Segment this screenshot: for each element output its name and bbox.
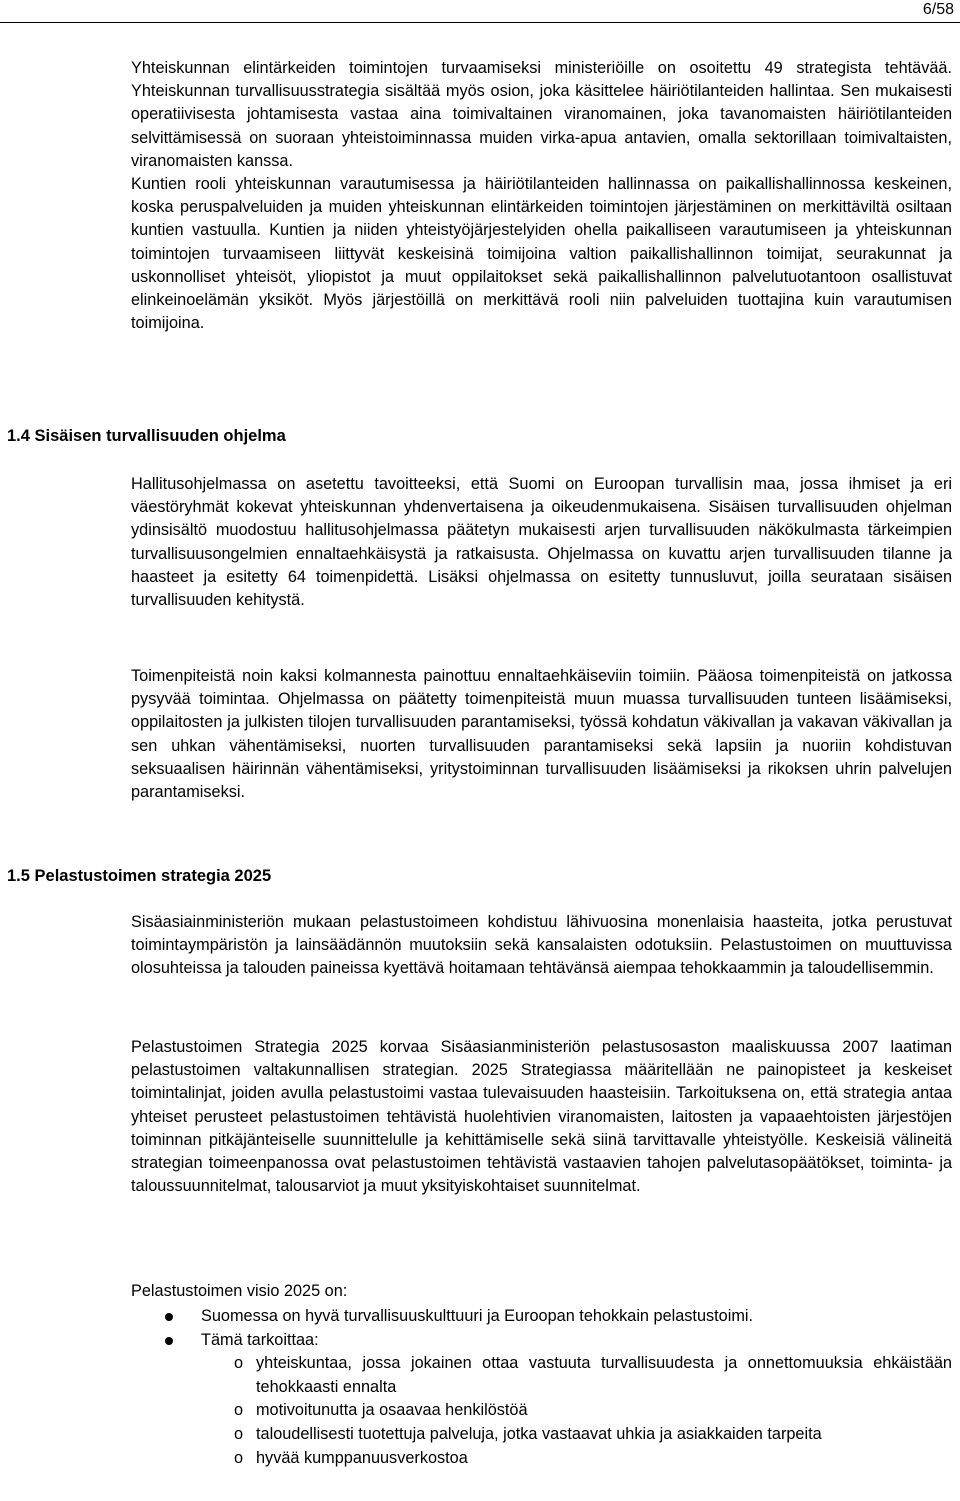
- sub-list-item-text: taloudellisesti tuotettuja palveluja, jotka vastaavat uhkia ja asiakkaiden tarpeita: [256, 1424, 822, 1443]
- vision-intro-text: Pelastustoimen visio 2025 on:: [131, 1282, 348, 1300]
- page-number: 6/58: [922, 1, 954, 18]
- vision-intro: [131, 1280, 952, 1303]
- sub-list-item-text: yhteiskuntaa, jossa jokainen ottaa vastuuta turvallisuudesta ja onnettomuuksia ehkäistään tehokkaasti ennalta: [256, 1354, 952, 1396]
- section-1-5-p2-text: Pelastustoimen Strategia 2025 korvaa Sisäasianministeriön pelastusosaston maaliskuussa 2007 laatiman pelastustoimen valtakunnallisen strategian. 2025 Strategiassa määritellään ne painopisteet ja keskeiset toimintalinjat, joiden avulla pelastustoimi vastaa tulevaisuuden haasteisiin. Tarkoituksena on, että strategia antaa yhteiset perusteet pelastustoimen tehtävistä huolehtivien viranomaisten, laitosten ja vapaaehtoisten järjestöjen toiminnan pitkäjänteiselle suunnittelulle ja kehittämiselle sekä siinä tarvittavalle yhteistyölle. Keskeisiä välineitä strategian toimeenpanossa ovat pelastustoimen tehtävistä vastaavien tahojen palvelutasopäätökset, toiminta- ja taloussuunnitelmat, talousarviot ja muut yksityiskohtaiset suunnitelmat.: [131, 1038, 952, 1196]
- list-item: [131, 1305, 952, 1329]
- intro-paragraph-2: Kuntien rooli yhteiskunnan varautumisessa ja häiriötilanteiden hallinnassa on paikallishallinnossa keskeinen, koska peruspalveluiden ja muiden yhteiskunnan elintärkeiden toimintojen järjestäminen on merkittäviltä osiltaan kuntien vastuulla. Kuntien ja niiden yhteistyöjärjestelyiden ohella paikalliseen varautumiseen ja yhteiskunnan toimintojen turvaamiseen liittyvät keskeisinä toimijoina valtion paikallishallinnon toimijat, seurakunnat ja uskonnolliset yhteisöt, yliopistot ja muut oppilaitokset sekä paikallishallinnon palvelutuotantoon osallistuvat elinkeinoelämän yksiköt. Myös järjestöillä on merkittävä rooli niin palveluiden tuottajina kuin varautumisen toimijoina.: [131, 175, 952, 333]
- sub-list-item: [131, 1423, 952, 1447]
- sub-list-item: [131, 1399, 952, 1423]
- sub-list-item-text: motivoitunutta ja osaavaa henkilöstöä: [256, 1401, 528, 1420]
- section-1-4-p2-text: Toimenpiteistä noin kaksi kolmannesta painottuu ennaltaehkäiseviin toimiin. Pääosa toimenpiteistä on jatkossa pysyvää toimintaa. Ohjelmassa on päätetty toimenpiteistä muun muassa turvallisuuden tunteen lisäämiseksi, oppilaitosten ja julkisten tilojen turvallisuuden parantamiseksi, työssä kohdatun väkivallan ja vakavan väkivallan ja sen uhkan vähentämiseksi, nuorten turvallisuuden parantamiseksi sekä lapsiin ja nuoriin kohdistuvan seksuaalisen häirinnän vähentämiseksi, yritystoiminnan turvallisuuden lisäämiseksi ja rikoksen uhrin palvelujen parantamiseksi.: [131, 667, 952, 802]
- section-1-5-paragraph-2: [131, 1036, 952, 1198]
- vision-list: [131, 1305, 952, 1470]
- sub-list-item: [131, 1352, 952, 1399]
- section-1-5-p1-text: Sisäasiainministeriön mukaan pelastustoimeen kohdistuu lähivuosina monenlaisia haasteita, jotka perustuvat toimintaympäristön ja lainsäädännön muutoksiin sekä kansalaisten odotuksiin. Pelastustoimen on muuttuvissa olosuhteissa ja talouden paineissa kyettävä hoitamaan tehtävänsä aiempaa tehokkaammin ja taloudellisemmin.: [131, 913, 952, 978]
- sub-list-item: [131, 1447, 952, 1471]
- intro-text: [131, 57, 952, 335]
- header-rule: [0, 22, 960, 23]
- intro-paragraph-1: Yhteiskunnan elintärkeiden toimintojen turvaamiseksi ministeriöille on osoitettu 49 strategista tehtävää. Yhteiskunnan turvallisuusstrategia sisältää myös osion, joka käsittelee häiriötilanteiden hallintaa. Sen mukaisesti operatiivisesta johtamisesta vastaa aina toimivaltainen viranomainen, joka tavanomaisten häiriötilanteiden selvittämisessä on suoraan yhteistoiminnassa muiden virka-apua antavien, omalla sektorillaan toimivaltaisten, viranomaisten kanssa.: [131, 59, 952, 170]
- section-1-5-paragraph-1: [131, 911, 952, 981]
- section-1-4-p1-text: Hallitusohjelmassa on asetettu tavoitteeksi, että Suomi on Euroopan turvallisin maa, jossa ihmiset ja eri väestöryhmät kokevat yhteiskunnan yhdenvertaisena ja oikeudenmukaisena. Sisäisen turvallisuuden ohjelman ydinsisältö muodostuu hallitusohjelmassa päätetyn mukaisesti arjen turvallisuuden näkökulmasta tärkeimpien turvallisuusongelmien ennaltaehkäisystä ja ratkaisusta. Ohjelmassa on kuvattu arjen turvallisuuden tilanne ja haasteet ja esitetty 64 toimenpidettä. Lisäksi ohjelmassa on esitetty tunnusluvut, joilla seurataan sisäisen turvallisuuden kehitystä.: [131, 475, 952, 610]
- list-item: [131, 1329, 952, 1353]
- section-1-4-paragraph-2: [131, 665, 952, 804]
- bullet-icon: [165, 1313, 173, 1321]
- sub-bullet-icon: o: [234, 1424, 244, 1443]
- sub-list-item-text: hyvää kumppanuusverkostoa: [256, 1448, 468, 1467]
- list-item-text: Suomessa on hyvä turvallisuuskulttuuri ja Euroopan tehokkain pelastustoimi.: [201, 1307, 754, 1325]
- section-1-4-paragraph-1: [131, 473, 952, 612]
- sub-bullet-icon: o: [234, 1401, 244, 1420]
- list-item-text: Tämä tarkoittaa:: [201, 1330, 319, 1349]
- bullet-icon: [165, 1337, 173, 1345]
- sub-bullet-icon: o: [234, 1448, 244, 1467]
- section-1-5-heading: 1.5 Pelastustoimen strategia 2025: [7, 867, 272, 885]
- sub-bullet-icon: o: [234, 1354, 244, 1373]
- section-1-4-heading: 1.4 Sisäisen turvallisuuden ohjelma: [7, 427, 286, 445]
